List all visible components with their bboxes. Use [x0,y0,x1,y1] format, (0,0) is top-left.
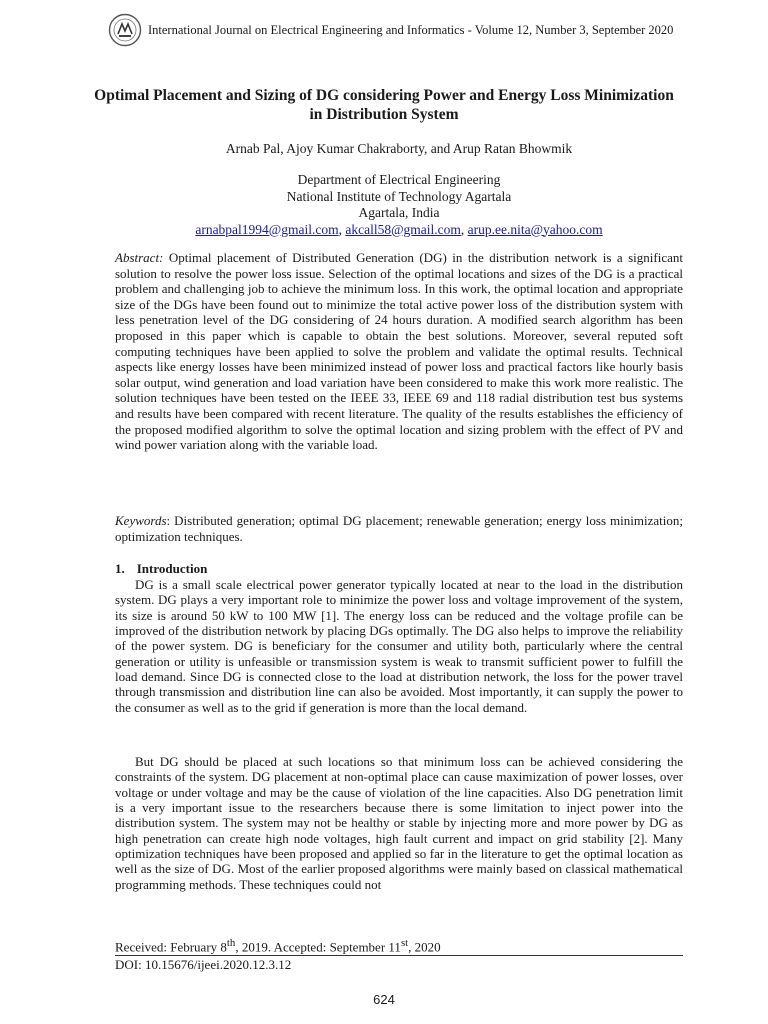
paper-authors: Arnab Pal, Ajoy Kumar Chakraborty, and Arup Ratan Bhowmik [225,141,573,156]
email-separator: , [338,221,346,237]
department: Department of Electrical Engineering [297,172,501,187]
journal-name: International Journal on Electrical Engineering and Informatics - Volume 12, Number 3, September 2020 [148,22,674,37]
institute: National Institute of Technology Agartala [286,188,512,204]
affiliation-block [90,172,708,238]
email-link-3[interactable]: arup.ee.nita@yahoo.com [467,221,603,237]
location: Agartala, India [358,205,440,220]
section-title: Introduction [136,561,208,576]
journal-header [108,10,674,50]
received-accepted-line [115,935,683,955]
keywords-text: : Distributed generation; optimal DG placement; renewable generation; energy loss minimization; optimization techniques. [115,513,683,544]
email-list [90,222,708,239]
footer-block [115,935,683,973]
accepted-label: , 2019. Accepted: September 11 [235,939,401,955]
accepted-sup: st [400,937,409,949]
email-link-1[interactable]: arnabpal1994@gmail.com [195,221,339,237]
journal-logo-icon [108,13,142,47]
paper-title: Optimal Placement and Sizing of DG considering Power and Energy Loss Minimization in Distribution System [94,87,674,123]
keywords [115,513,683,544]
doi: DOI: 10.15676/ijeei.2020.12.3.12 [115,957,292,973]
page-number: 624 [373,992,395,1007]
email-separator: , [460,221,468,237]
email-link-2[interactable]: akcall58@gmail.com [345,221,461,237]
abstract-label: Abstract: [115,250,164,265]
intro-paragraph-1: DG is a small scale electrical power generator typically located at near to the load in the distribution system. DG plays a very important role to minimize the power loss and voltage improvement of the system, its size is around 50 kW to 100 MW [1]. The energy loss can be reduced and the voltage profile can be improved of the distribution network by placing DGs optimally. The DG also helps to improve the reliability of the power system. DG is beneficiary for the consumer and utility both, particularly where the central generation or utility is unfeasible or transmission system is weak to transmit sufficient power to fulfill the load demand. Since DG is connected close to the load at distribution network, the loss for the power travel through transmission and distribution line can also be avoided. Most importantly, it can supply the power to the consumer as well as to the grid if generation is more than the local demand. [115,577,683,715]
accepted-year: , 2020 [408,939,441,955]
section-number: 1. [115,561,125,576]
received-sup: th [226,937,236,949]
intro-paragraph-2: But DG should be placed at such locations so that minimum loss can be achieved considering the constraints of the system. DG placement at non-optimal place can cause maximization of power losses, over voltage or under voltage and may be the cause of violation of the line capacities. Also DG penetration limit is a very important issue to the researchers because there is some limitation to inject power into the distribution system. The system may not be healthy or stable by injecting more and more power by DG as high penetration can create high node voltages, high fault current and impact on grid stability [2]. Many optimization techniques have been proposed and applied so far in the literature to get the optimal location as well as the size of DG. Most of the earlier proposed algorithms were mainly based on classical mathematical programming methods. These techniques could not [115,754,683,892]
received-label: Received: February 8 [115,939,227,955]
abstract [115,250,683,453]
section-heading [115,561,219,577]
keywords-label: Keywords [115,513,167,528]
abstract-text: Optimal placement of Distributed Generation (DG) in the distribution network is a significant solution to resolve the power loss issue. Selection of the optimal locations and sizes of the DG is a practical problem and challenging job to achieve the minimum loss. In this work, the optimal location and appropriate size of the DGs have been found out to minimize the total active power loss of the distribution system with less penetration level of the DG considering of 24 hours duration. A modified search algorithm has been proposed in this paper which is capable to obtain the best solutions. Moreover, several reputed soft computing techniques have been applied to solve the problem and validate the optimal results. Technical aspects like energy losses have been minimized instead of power loss and practical factors like hourly basis solar output, wind generation and load variation have been considered to make this work more realistic. The solution techniques have been tested on the IEEE 33, IEEE 69 and 118 radial distribution test bus systems and results have been compared with recent literature. The quality of the results establishes the efficiency of the proposed modified algorithm to solve the optimal location and sizing problem with the effect of PV and wind power variation along with the variable load. [115,250,683,453]
